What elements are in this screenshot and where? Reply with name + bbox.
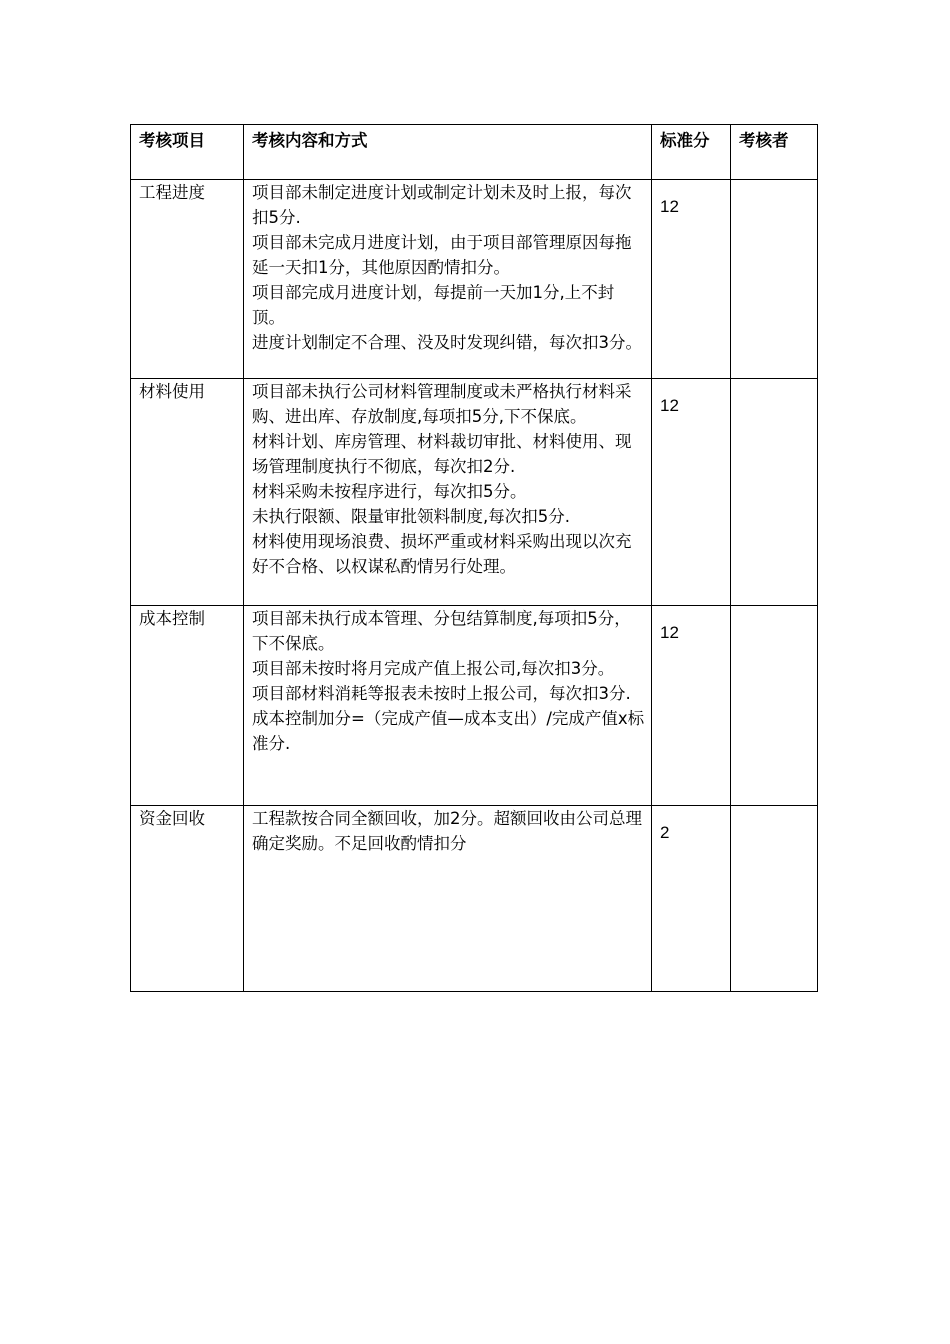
content-line: 项目部未执行成本管理、分包结算制度,每项扣5分，下不保底。 (252, 609, 631, 653)
content-line: 项目部未按时将月完成产值上报公司,每次扣3分。 (252, 659, 615, 678)
row-score: 2 (652, 806, 731, 992)
row-assessor (731, 606, 818, 806)
table-row (131, 806, 818, 992)
row-item: 材料使用 (131, 379, 244, 606)
row-content (244, 806, 652, 992)
content-line: 工程款按合同全额回收，加2分。超额回收由公司总理确定奖励。不足回收酌情扣分 (252, 809, 642, 853)
content-line: 材料计划、库房管理、材料裁切审批、材料使用、现场管理制度执行不彻底，每次扣2分. (252, 432, 632, 476)
table-row (131, 379, 818, 606)
table-row (131, 180, 818, 379)
row-assessor (731, 379, 818, 606)
row-item: 成本控制 (131, 606, 244, 806)
row-assessor (731, 180, 818, 379)
row-item: 工程进度 (131, 180, 244, 379)
content-line: 项目部未执行公司材料管理制度或未严格执行材料采购、进出库、存放制度,每项扣5分,下不保底。 (252, 382, 632, 426)
header-assessor: 考核者 (731, 125, 818, 180)
row-content (244, 379, 652, 606)
content-line: 项目部未完成月进度计划，由于项目部管理原因每拖延一天扣1分，其他原因酌情扣分。 (252, 233, 632, 277)
content-line: 未执行限额、限量审批领料制度,每次扣5分. (252, 507, 570, 526)
content-line: 材料使用现场浪费、损坏严重或材料采购出现以次充好不合格、以权谋私酌情另行处理。 (252, 532, 632, 576)
row-assessor (731, 806, 818, 992)
header-score: 标准分 (652, 125, 731, 180)
content-line: 项目部未制定进度计划或制定计划未及时上报，每次扣5分. (252, 183, 632, 227)
row-score: 12 (652, 180, 731, 379)
assessment-table (130, 124, 818, 992)
content-line: 成本控制加分=（完成产值—成本支出）/完成产值x标准分. (252, 709, 645, 753)
row-content (244, 180, 652, 379)
content-line: 进度计划制定不合理、没及时发现纠错，每次扣3分。 (252, 333, 642, 352)
content-line: 项目部材料消耗等报表未按时上报公司，每次扣3分. (252, 684, 631, 703)
header-content: 考核内容和方式 (244, 125, 652, 180)
row-score: 12 (652, 606, 731, 806)
header-item: 考核项目 (131, 125, 244, 180)
row-content (244, 606, 652, 806)
row-score: 12 (652, 379, 731, 606)
table-header-row (131, 125, 818, 180)
content-line: 项目部完成月进度计划，每提前一天加1分,上不封顶。 (252, 283, 615, 327)
row-item: 资金回收 (131, 806, 244, 992)
table-row (131, 606, 818, 806)
content-line: 材料采购未按程序进行，每次扣5分。 (252, 482, 527, 501)
